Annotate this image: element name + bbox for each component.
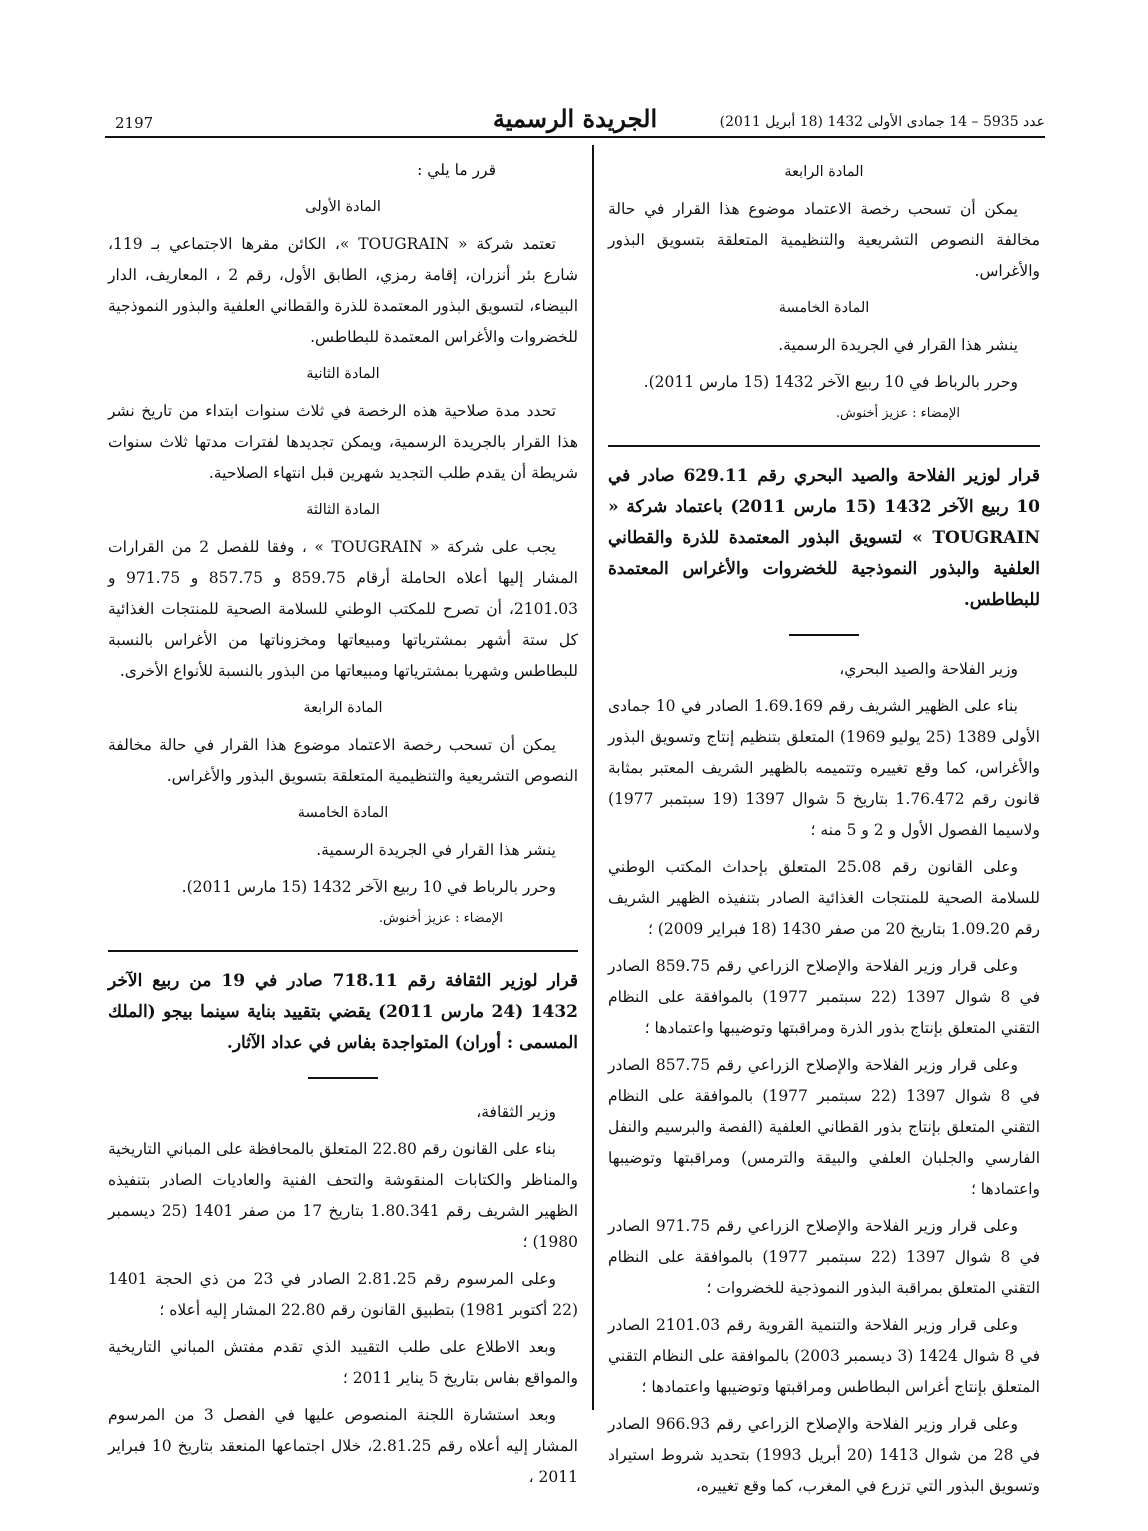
signature: الإمضاء : عزيز أخنوش.: [835, 406, 960, 421]
decree-title: قرار لوزير الفلاحة والصيد البحري رقم 629.11 صادر في 10 ربيع الآخر 1432 (15 مارس 2011) باعتماد شركة « TOUGRAIN » لتسويق البذور المعتمدة للذرة والقطاني العلفية والبذور النموذجية للخضروات والأغراس المعتمدة للبطاطس.: [608, 466, 1040, 610]
section-divider: [608, 445, 1040, 447]
minister-line: وزير الفلاحة والصيد البحري،: [839, 660, 1018, 678]
recital-paragraph: وعلى المرسوم رقم 2.81.25 الصادر في 23 من ذي الحجة 1401 (22 أكتوبر 1981) بتطبيق القانون رقم 22.80 المشار إليه أعلاه ؛: [108, 1270, 578, 1319]
short-divider: [308, 1077, 378, 1079]
right-column: [608, 155, 1040, 1508]
article-text: ينشر هذا القرار في الجريدة الرسمية.: [316, 841, 556, 859]
column-divider: [592, 145, 594, 1410]
recital-paragraph: وعلى القانون رقم 25.08 المتعلق بإحداث المكتب الوطني للسلامة الصحية للمنتجات الغذائية الصادر بتنفيذه الظهير الشريف رقم 1.09.20 بتاريخ 20 من صفر 1430 (18 فبراير 2009) ؛: [608, 858, 1040, 938]
decides-line: قرر ما يلي :: [417, 161, 496, 179]
article-heading: المادة الثانية: [306, 366, 380, 382]
recital-paragraph: وعلى قرار وزير الفلاحة والإصلاح الزراعي رقم 857.75 الصادر في 8 شوال 1397 (22 سبتمبر 1977) بالموافقة على النظام التقني المتعلق بإنتاج بذور القطاني العلفية (الفصة والبرسيم والنفل الفارسي والجلبان العلفي والبيقة والترمس) ومراقبتها وتوضيبها واعتمادها ؛: [608, 1056, 1040, 1198]
article-text: يمكن أن تسحب رخصة الاعتماد موضوع هذا القرار في حالة مخالفة النصوص التشريعية والتنظيمية المتعلقة بتسويق البذور والأغراس.: [108, 736, 578, 785]
article-heading: المادة الثالثة: [306, 502, 380, 518]
article-heading: المادة الخامسة: [778, 300, 870, 316]
article-heading: المادة الرابعة: [303, 700, 383, 716]
article-text: يجب على شركة « TOUGRAIN » ، وفقا للفصل 2 من القرارات المشار إليها أعلاه الحاملة أرقام 859.75 و 857.75 و 971.75 و 2101.03، أن تصرح للمكتب الوطني للسلامة الصحية للمنتجات الغذائية كل ستة أشهر بمشترياتها ومبيعاتها ومخزوناتها من الأغراس بالنسبة للبطاطس وشهريا بمشترياتها ومبيعاتها من البذور بالنسبة للأنواع الأخرى.: [108, 538, 578, 680]
recital-paragraph: بناء على الظهير الشريف رقم 1.69.169 الصادر في 10 جمادى الأولى 1389 (25 يوليو 1969) المتعلق بتنظيم إنتاج وتسويق البذور والأغراس، كما وقع تغييره وتتميمه بالظهير الشريف المعتبر بمثابة قانون رقم 1.76.472 بتاريخ 5 شوال 1397 (19 سبتمبر 1977) ولاسيما الفصول الأول و 2 و 5 منه ؛: [608, 697, 1040, 839]
issue-info: عدد 5935 – 14 جمادى الأولى 1432 (18 أبريل 2011): [719, 114, 1045, 130]
article-text: يمكن أن تسحب رخصة الاعتماد موضوع هذا القرار في حالة مخالفة النصوص التشريعية والتنظيمية المتعلقة بتسويق البذور والأغراس.: [608, 200, 1040, 280]
recital-paragraph: وعلى قرار وزير الفلاحة والتنمية القروية رقم 2101.03 الصادر في 8 شوال 1424 (3 ديسمبر 2003) بالموافقة على النظام التقني المتعلق بإنتاج أغراس البطاطس ومراقبتها وتوضيبها واعتمادها ؛: [608, 1316, 1040, 1396]
gazette-title: الجريدة الرسمية: [492, 104, 658, 133]
article-heading: المادة الرابعة: [784, 164, 864, 180]
short-divider: [789, 634, 859, 636]
recital-paragraph: وعلى قرار وزير الفلاحة والإصلاح الزراعي رقم 859.75 الصادر في 8 شوال 1397 (22 سبتمبر 1977) بالموافقة على النظام التقني المتعلق بإنتاج بذور الذرة ومراقبتها وتوضيبها واعتمادها ؛: [608, 957, 1040, 1037]
recital-paragraph: وبعد استشارة اللجنة المنصوص عليها في الفصل 3 من المرسوم المشار إليه أعلاه رقم 2.81.25، خلال اجتماعها المنعقد بتاريخ 10 فبراير 2011 ،: [108, 1406, 578, 1486]
minister-line: وزير الثقافة،: [476, 1103, 556, 1121]
recital-paragraph: وبعد الاطلاع على طلب التقييد الذي تقدم مفتش المباني التاريخية والمواقع بفاس بتاريخ 5 يناير 2011 ؛: [108, 1338, 578, 1387]
recital-paragraph: بناء على القانون رقم 22.80 المتعلق بالمحافظة على المباني التاريخية والمناظر والكتابات المنقوشة والتحف الفنية والعاديات الصادر بتنفيذه الظهير الشريف رقم 1.80.341 بتاريخ 17 من صفر 1401 (25 ديسمبر 1980) ؛: [108, 1140, 578, 1251]
article-heading: المادة الأولى: [305, 199, 381, 215]
article-text: تعتمد شركة « TOUGRAIN »، الكائن مقرها الاجتماعي بـ 119، شارع بئر أنزران، إقامة رمزي، الطابق الأول، رقم 2 ، المعاريف، الدار البيضاء، لتسويق البذور المعتمدة للذرة والقطاني العلفية والبذور النموذجية للخضروات والأغراس المعتمدة للبطاطس.: [108, 235, 579, 346]
article-text: ينشر هذا القرار في الجريدة الرسمية.: [778, 336, 1018, 354]
done-at: وحرر بالرباط في 10 ربيع الآخر 1432 (15 مارس 2011).: [643, 373, 1018, 391]
page-number: 2197: [115, 114, 154, 132]
section-divider: [108, 950, 578, 952]
decree-title: قرار لوزير الثقافة رقم 718.11 صادر في 19 من ربيع الآخر 1432 (24 مارس 2011) يقضي بتقييد بناية سينما بيجو (الملك المسمى : أوران) المتواجدة بفاس في عداد الآثار.: [108, 971, 579, 1053]
left-column: [108, 155, 578, 1499]
recital-paragraph: وعلى قرار وزير الفلاحة والإصلاح الزراعي رقم 971.75 الصادر في 8 شوال 1397 (22 سبتمبر 1977) بالموافقة على النظام التقني المتعلق بمراقبة البذور النموذجية للخضروات ؛: [608, 1217, 1040, 1297]
done-at: وحرر بالرباط في 10 ربيع الآخر 1432 (15 مارس 2011).: [181, 878, 556, 896]
page-header: [105, 104, 1045, 138]
recital-paragraph: وعلى قرار وزير الفلاحة والإصلاح الزراعي رقم 966.93 الصادر في 28 من شوال 1413 (20 أبريل 1993) بتحديد شروط استيراد وتسويق البذور التي تزرع في المغرب، كما وقع تغييره،: [608, 1415, 1040, 1495]
article-text: تحدد مدة صلاحية هذه الرخصة في ثلاث سنوات ابتداء من تاريخ نشر هذا القرار بالجريدة الرسمية، ويمكن تجديدها لفترات مدتها ثلاث سنوات شريطة أن يقدم طلب التجديد شهرين قبل انتهاء الصلاحية.: [108, 402, 578, 482]
article-heading: المادة الخامسة: [297, 805, 389, 821]
signature: الإمضاء : عزيز أخنوش.: [378, 911, 503, 926]
